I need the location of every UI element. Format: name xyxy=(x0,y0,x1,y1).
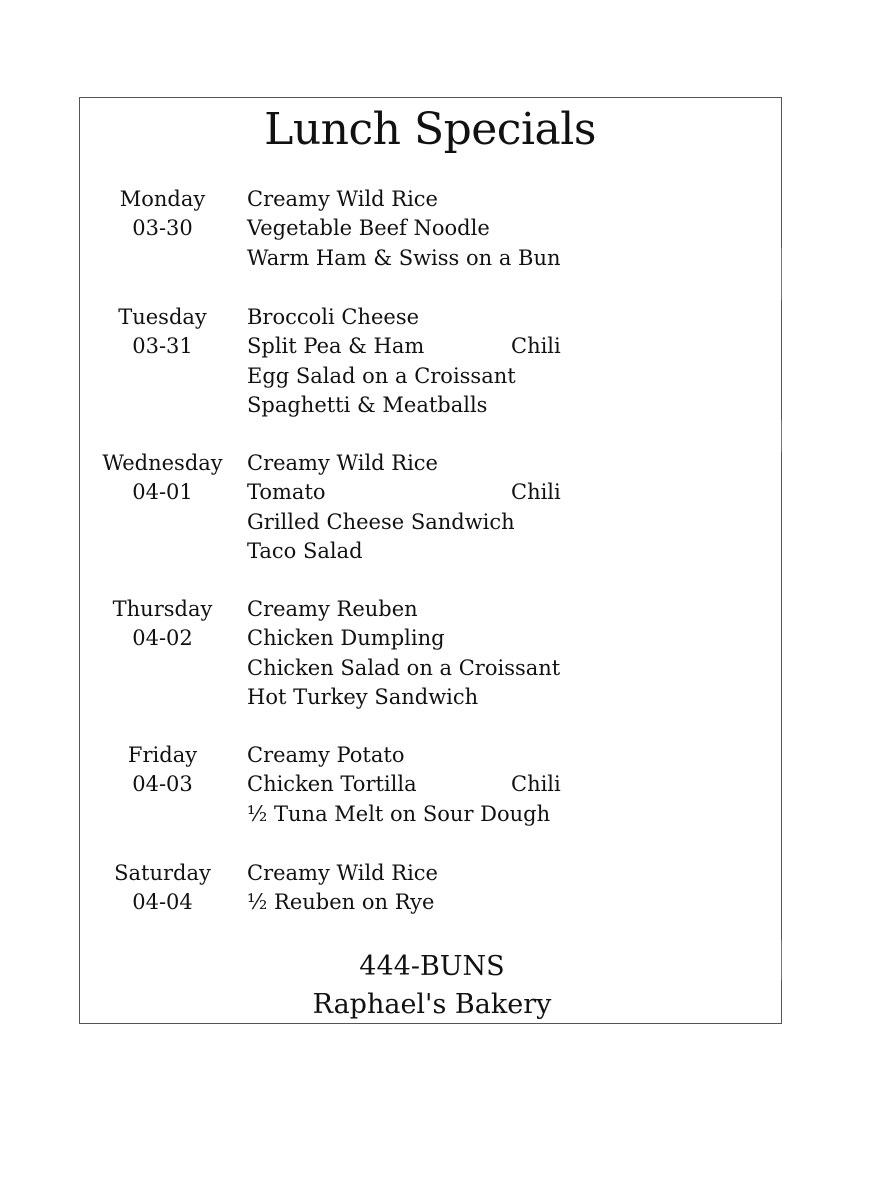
day-name: Friday xyxy=(127,743,198,767)
menu-items xyxy=(247,303,767,420)
day-date: 03-31 xyxy=(132,334,193,359)
day-name: Thursday xyxy=(112,597,213,621)
menu-item xyxy=(247,859,767,888)
menu-item-text: Split Pea & Ham xyxy=(247,334,425,359)
day-label xyxy=(95,185,230,244)
day-label xyxy=(95,859,230,918)
menu-item-text: Egg Salad on a Croissant xyxy=(247,363,516,388)
menu-item-text: Chicken Dumpling xyxy=(247,626,445,651)
page-title: Lunch Specials xyxy=(264,104,596,155)
menu-item-text: Creamy Wild Rice xyxy=(247,861,438,885)
menu-item xyxy=(247,508,767,537)
day-name: Monday xyxy=(119,187,206,211)
day-date: 03-30 xyxy=(132,216,193,241)
menu-item xyxy=(247,244,767,273)
menu-item xyxy=(247,362,767,391)
menu-item-text: Chicken Tortilla xyxy=(247,772,417,797)
menu-items xyxy=(247,185,767,273)
menu-item xyxy=(247,332,767,361)
day-date: 04-03 xyxy=(132,772,193,797)
menu-item-text: Grilled Cheese Sandwich xyxy=(247,509,515,534)
menu-item xyxy=(247,624,767,653)
menu-item-text: Hot Turkey Sandwich xyxy=(247,684,479,709)
day-label xyxy=(95,303,230,362)
day-name: Saturday xyxy=(114,861,211,885)
day-date: 04-02 xyxy=(132,626,193,651)
scan-mark xyxy=(781,420,782,452)
day-date: 04-04 xyxy=(132,890,193,915)
menu-item xyxy=(247,214,767,243)
menu-item-text: Warm Ham & Swiss on a Bun xyxy=(247,245,561,270)
menu-item xyxy=(247,449,767,478)
menu-item-text: Creamy Wild Rice xyxy=(247,451,438,475)
menu-items xyxy=(247,859,767,918)
day-name: Tuesday xyxy=(118,305,207,329)
menu-items xyxy=(247,741,767,829)
menu-item xyxy=(247,478,767,507)
menu-item xyxy=(247,888,767,917)
day-label xyxy=(95,449,230,508)
scan-mark xyxy=(781,940,782,980)
menu-items xyxy=(247,595,767,712)
menu-item xyxy=(247,770,767,799)
chili-special: Chili xyxy=(511,334,561,359)
chili-special: Chili xyxy=(511,772,561,797)
day-name: Wednesday xyxy=(102,451,223,475)
chili-special: Chili xyxy=(511,480,561,505)
menu-item-text: Creamy Potato xyxy=(247,743,405,767)
menu-item xyxy=(247,391,767,420)
menu-item xyxy=(247,654,767,683)
menu-item-text: Broccoli Cheese xyxy=(247,305,420,329)
menu-item-text: Vegetable Beef Noodle xyxy=(247,216,490,241)
menu-item-text: Spaghetti & Meatballs xyxy=(247,392,488,417)
menu-item xyxy=(247,537,767,566)
footer-phone: 444-BUNS xyxy=(359,951,505,982)
menu-item xyxy=(247,595,767,624)
day-date: 04-01 xyxy=(132,480,193,505)
menu-item-text: ½ Reuben on Rye xyxy=(247,890,435,915)
menu-item-text: Tomato xyxy=(247,480,326,505)
day-label xyxy=(95,595,230,654)
menu-item xyxy=(247,185,767,214)
menu-item-text: Chicken Salad on a Croissant xyxy=(247,655,561,680)
menu-item xyxy=(247,741,767,770)
menu-item xyxy=(247,800,767,829)
menu-item-text: Creamy Reuben xyxy=(247,597,418,621)
scan-mark xyxy=(781,248,782,300)
day-label xyxy=(95,741,230,800)
menu-item-text: Taco Salad xyxy=(247,538,363,563)
menu-item-text: ½ Tuna Melt on Sour Dough xyxy=(247,801,551,826)
menu-item xyxy=(247,683,767,712)
menu-items xyxy=(247,449,767,566)
footer-bakery-name: Raphael's Bakery xyxy=(312,989,552,1020)
menu-item-text: Creamy Wild Rice xyxy=(247,187,438,211)
menu-item xyxy=(247,303,767,332)
